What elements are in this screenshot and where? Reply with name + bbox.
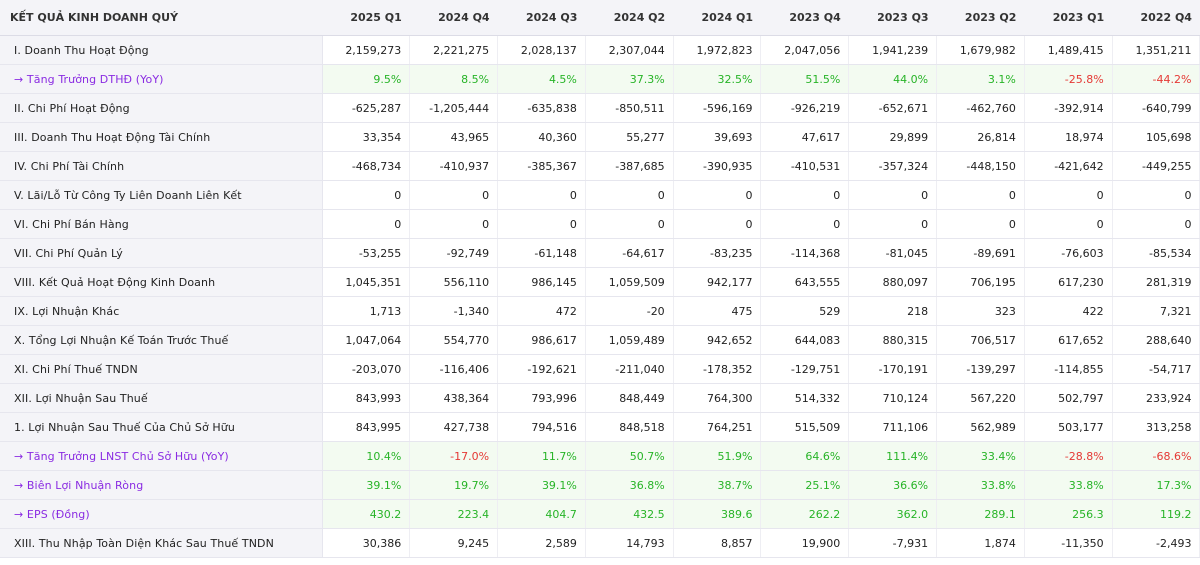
value-cell: 0 xyxy=(1112,181,1200,210)
value-cell: -28.8% xyxy=(1024,442,1112,471)
value-cell: 4.5% xyxy=(498,65,586,94)
value-cell: 44.0% xyxy=(849,65,937,94)
value-cell: 64.6% xyxy=(761,442,849,471)
row-label: → Biên Lợi Nhuận Ròng xyxy=(0,471,322,500)
value-cell: 19.7% xyxy=(410,471,498,500)
value-cell: 8,857 xyxy=(673,529,761,558)
metric-row xyxy=(0,471,1200,500)
value-cell: -448,150 xyxy=(937,152,1025,181)
value-cell: -1,205,444 xyxy=(410,94,498,123)
row-label: XII. Lợi Nhuận Sau Thuế xyxy=(0,384,322,413)
table-row xyxy=(0,94,1200,123)
value-cell: 475 xyxy=(673,297,761,326)
value-cell: 986,145 xyxy=(498,268,586,297)
value-cell: -449,255 xyxy=(1112,152,1200,181)
value-cell: 36.6% xyxy=(849,471,937,500)
value-cell: 281,319 xyxy=(1112,268,1200,297)
value-cell: 843,993 xyxy=(322,384,410,413)
value-cell: -54,717 xyxy=(1112,355,1200,384)
value-cell: 51.5% xyxy=(761,65,849,94)
value-cell: 1,047,064 xyxy=(322,326,410,355)
value-cell: 617,230 xyxy=(1024,268,1112,297)
value-cell: -85,534 xyxy=(1112,239,1200,268)
table-row xyxy=(0,239,1200,268)
table-body xyxy=(0,36,1200,558)
value-cell: -640,799 xyxy=(1112,94,1200,123)
value-cell: 8.5% xyxy=(410,65,498,94)
value-cell: 36.8% xyxy=(585,471,673,500)
value-cell: -83,235 xyxy=(673,239,761,268)
table-row xyxy=(0,36,1200,65)
value-cell: 942,177 xyxy=(673,268,761,297)
value-cell: 0 xyxy=(849,181,937,210)
value-cell: 1,045,351 xyxy=(322,268,410,297)
table-row xyxy=(0,413,1200,442)
value-cell: 0 xyxy=(322,181,410,210)
row-label: V. Lãi/Lỗ Từ Công Ty Liên Doanh Liên Kết xyxy=(0,181,322,210)
value-cell: 843,995 xyxy=(322,413,410,442)
value-cell: -357,324 xyxy=(849,152,937,181)
value-cell: 556,110 xyxy=(410,268,498,297)
row-label: 1. Lợi Nhuận Sau Thuế Của Chủ Sở Hữu xyxy=(0,413,322,442)
value-cell: 0 xyxy=(498,181,586,210)
value-cell: 14,793 xyxy=(585,529,673,558)
value-cell: 706,517 xyxy=(937,326,1025,355)
row-label: VIII. Kết Quả Hoạt Động Kinh Doanh xyxy=(0,268,322,297)
value-cell: -850,511 xyxy=(585,94,673,123)
table-row xyxy=(0,152,1200,181)
value-cell: 29,899 xyxy=(849,123,937,152)
row-label: III. Doanh Thu Hoạt Động Tài Chính xyxy=(0,123,322,152)
row-label: → EPS (Đồng) xyxy=(0,500,322,529)
value-cell: 422 xyxy=(1024,297,1112,326)
value-cell: -625,287 xyxy=(322,94,410,123)
value-cell: -64,617 xyxy=(585,239,673,268)
period-header[interactable]: 2024 Q4 xyxy=(410,0,498,36)
value-cell: 0 xyxy=(322,210,410,239)
header-row xyxy=(0,0,1200,36)
value-cell: -68.6% xyxy=(1112,442,1200,471)
value-cell: 0 xyxy=(410,181,498,210)
value-cell: 9.5% xyxy=(322,65,410,94)
value-cell: 0 xyxy=(673,210,761,239)
value-cell: 223.4 xyxy=(410,500,498,529)
value-cell: 37.3% xyxy=(585,65,673,94)
value-cell: -192,621 xyxy=(498,355,586,384)
table-row xyxy=(0,123,1200,152)
value-cell: 2,307,044 xyxy=(585,36,673,65)
value-cell: 706,195 xyxy=(937,268,1025,297)
value-cell: 43,965 xyxy=(410,123,498,152)
table-title: KẾT QUẢ KINH DOANH QUÝ xyxy=(0,0,322,36)
value-cell: 2,028,137 xyxy=(498,36,586,65)
value-cell: 2,221,275 xyxy=(410,36,498,65)
value-cell: 848,449 xyxy=(585,384,673,413)
row-label: → Tăng Trưởng DTHĐ (YoY) xyxy=(0,65,322,94)
value-cell: 0 xyxy=(498,210,586,239)
value-cell: -211,040 xyxy=(585,355,673,384)
value-cell: 38.7% xyxy=(673,471,761,500)
value-cell: 502,797 xyxy=(1024,384,1112,413)
period-header[interactable]: 2023 Q4 xyxy=(761,0,849,36)
value-cell: 644,083 xyxy=(761,326,849,355)
value-cell: -421,642 xyxy=(1024,152,1112,181)
value-cell: 617,652 xyxy=(1024,326,1112,355)
value-cell: 404.7 xyxy=(498,500,586,529)
value-cell: 430.2 xyxy=(322,500,410,529)
value-cell: -178,352 xyxy=(673,355,761,384)
value-cell: -596,169 xyxy=(673,94,761,123)
value-cell: 0 xyxy=(1024,181,1112,210)
table-row xyxy=(0,355,1200,384)
value-cell: 0 xyxy=(1112,210,1200,239)
period-header[interactable]: 2023 Q3 xyxy=(849,0,937,36)
period-header[interactable]: 2025 Q1 xyxy=(322,0,410,36)
value-cell: 47,617 xyxy=(761,123,849,152)
row-label: II. Chi Phí Hoạt Động xyxy=(0,94,322,123)
value-cell: 323 xyxy=(937,297,1025,326)
value-cell: 50.7% xyxy=(585,442,673,471)
value-cell: 0 xyxy=(410,210,498,239)
value-cell: 0 xyxy=(937,181,1025,210)
period-header[interactable]: 2024 Q3 xyxy=(498,0,586,36)
value-cell: -53,255 xyxy=(322,239,410,268)
value-cell: 10.4% xyxy=(322,442,410,471)
value-cell: -652,671 xyxy=(849,94,937,123)
value-cell: 30,386 xyxy=(322,529,410,558)
row-label: XIII. Thu Nhập Toàn Diện Khác Sau Thuế TNDN xyxy=(0,529,322,558)
value-cell: 262.2 xyxy=(761,500,849,529)
value-cell: 2,159,273 xyxy=(322,36,410,65)
period-header[interactable]: 2024 Q1 xyxy=(673,0,761,36)
value-cell: -76,603 xyxy=(1024,239,1112,268)
value-cell: 1,059,509 xyxy=(585,268,673,297)
value-cell: 39.1% xyxy=(322,471,410,500)
value-cell: 1,351,211 xyxy=(1112,36,1200,65)
value-cell: -392,914 xyxy=(1024,94,1112,123)
value-cell: 2,589 xyxy=(498,529,586,558)
table-row xyxy=(0,529,1200,558)
value-cell: 51.9% xyxy=(673,442,761,471)
value-cell: -170,191 xyxy=(849,355,937,384)
value-cell: 515,509 xyxy=(761,413,849,442)
value-cell: 17.3% xyxy=(1112,471,1200,500)
value-cell: -7,931 xyxy=(849,529,937,558)
value-cell: -926,219 xyxy=(761,94,849,123)
metric-row xyxy=(0,442,1200,471)
value-cell: 7,321 xyxy=(1112,297,1200,326)
value-cell: 427,738 xyxy=(410,413,498,442)
value-cell: 33.8% xyxy=(1024,471,1112,500)
value-cell: -92,749 xyxy=(410,239,498,268)
value-cell: 438,364 xyxy=(410,384,498,413)
period-header[interactable]: 2022 Q4 xyxy=(1112,0,1200,36)
value-cell: 218 xyxy=(849,297,937,326)
table-row xyxy=(0,268,1200,297)
value-cell: 313,258 xyxy=(1112,413,1200,442)
value-cell: -387,685 xyxy=(585,152,673,181)
value-cell: 880,315 xyxy=(849,326,937,355)
value-cell: -61,148 xyxy=(498,239,586,268)
value-cell: 19,900 xyxy=(761,529,849,558)
value-cell: -11,350 xyxy=(1024,529,1112,558)
period-header[interactable]: 2023 Q1 xyxy=(1024,0,1112,36)
value-cell: 2,047,056 xyxy=(761,36,849,65)
value-cell: 793,996 xyxy=(498,384,586,413)
value-cell: 794,516 xyxy=(498,413,586,442)
value-cell: -44.2% xyxy=(1112,65,1200,94)
value-cell: -17.0% xyxy=(410,442,498,471)
value-cell: 0 xyxy=(761,181,849,210)
value-cell: -2,493 xyxy=(1112,529,1200,558)
value-cell: -139,297 xyxy=(937,355,1025,384)
row-label: VI. Chi Phí Bán Hàng xyxy=(0,210,322,239)
value-cell: 33.8% xyxy=(937,471,1025,500)
row-label: X. Tổng Lợi Nhuận Kế Toán Trước Thuế xyxy=(0,326,322,355)
value-cell: -410,937 xyxy=(410,152,498,181)
value-cell: 432.5 xyxy=(585,500,673,529)
value-cell: 942,652 xyxy=(673,326,761,355)
value-cell: 764,251 xyxy=(673,413,761,442)
value-cell: 554,770 xyxy=(410,326,498,355)
value-cell: 55,277 xyxy=(585,123,673,152)
value-cell: -410,531 xyxy=(761,152,849,181)
value-cell: -89,691 xyxy=(937,239,1025,268)
table-row xyxy=(0,297,1200,326)
value-cell: 362.0 xyxy=(849,500,937,529)
value-cell: 39.1% xyxy=(498,471,586,500)
value-cell: 25.1% xyxy=(761,471,849,500)
value-cell: 567,220 xyxy=(937,384,1025,413)
value-cell: 1,489,415 xyxy=(1024,36,1112,65)
value-cell: -114,368 xyxy=(761,239,849,268)
value-cell: 711,106 xyxy=(849,413,937,442)
value-cell: 1,941,239 xyxy=(849,36,937,65)
row-label: I. Doanh Thu Hoạt Động xyxy=(0,36,322,65)
value-cell: 0 xyxy=(937,210,1025,239)
value-cell: -468,734 xyxy=(322,152,410,181)
value-cell: 119.2 xyxy=(1112,500,1200,529)
table-row xyxy=(0,181,1200,210)
value-cell: 1,059,489 xyxy=(585,326,673,355)
value-cell: 880,097 xyxy=(849,268,937,297)
value-cell: 1,874 xyxy=(937,529,1025,558)
value-cell: 0 xyxy=(849,210,937,239)
value-cell: -1,340 xyxy=(410,297,498,326)
value-cell: -462,760 xyxy=(937,94,1025,123)
value-cell: 1,713 xyxy=(322,297,410,326)
value-cell: 0 xyxy=(673,181,761,210)
table-row xyxy=(0,384,1200,413)
value-cell: 503,177 xyxy=(1024,413,1112,442)
value-cell: 40,360 xyxy=(498,123,586,152)
value-cell: 0 xyxy=(585,181,673,210)
value-cell: 105,698 xyxy=(1112,123,1200,152)
value-cell: 288,640 xyxy=(1112,326,1200,355)
value-cell: 0 xyxy=(1024,210,1112,239)
value-cell: -114,855 xyxy=(1024,355,1112,384)
value-cell: 289.1 xyxy=(937,500,1025,529)
value-cell: 1,679,982 xyxy=(937,36,1025,65)
metric-row xyxy=(0,500,1200,529)
metric-row xyxy=(0,65,1200,94)
value-cell: -390,935 xyxy=(673,152,761,181)
value-cell: 514,332 xyxy=(761,384,849,413)
value-cell: 643,555 xyxy=(761,268,849,297)
value-cell: 0 xyxy=(761,210,849,239)
value-cell: -116,406 xyxy=(410,355,498,384)
row-label: IX. Lợi Nhuận Khác xyxy=(0,297,322,326)
value-cell: 18,974 xyxy=(1024,123,1112,152)
row-label: VII. Chi Phí Quản Lý xyxy=(0,239,322,268)
value-cell: 233,924 xyxy=(1112,384,1200,413)
value-cell: 3.1% xyxy=(937,65,1025,94)
period-header[interactable]: 2024 Q2 xyxy=(585,0,673,36)
value-cell: 389.6 xyxy=(673,500,761,529)
value-cell: 764,300 xyxy=(673,384,761,413)
value-cell: 26,814 xyxy=(937,123,1025,152)
value-cell: 848,518 xyxy=(585,413,673,442)
value-cell: 9,245 xyxy=(410,529,498,558)
value-cell: 1,972,823 xyxy=(673,36,761,65)
table-row xyxy=(0,326,1200,355)
value-cell: 986,617 xyxy=(498,326,586,355)
value-cell: 472 xyxy=(498,297,586,326)
value-cell: 562,989 xyxy=(937,413,1025,442)
value-cell: -20 xyxy=(585,297,673,326)
value-cell: 0 xyxy=(585,210,673,239)
row-label: → Tăng Trưởng LNST Chủ Sở Hữu (YoY) xyxy=(0,442,322,471)
value-cell: 33.4% xyxy=(937,442,1025,471)
row-label: IV. Chi Phí Tài Chính xyxy=(0,152,322,181)
value-cell: -129,751 xyxy=(761,355,849,384)
period-header[interactable]: 2023 Q2 xyxy=(937,0,1025,36)
value-cell: 111.4% xyxy=(849,442,937,471)
value-cell: 529 xyxy=(761,297,849,326)
value-cell: 710,124 xyxy=(849,384,937,413)
value-cell: 32.5% xyxy=(673,65,761,94)
table-row xyxy=(0,210,1200,239)
value-cell: 256.3 xyxy=(1024,500,1112,529)
value-cell: -81,045 xyxy=(849,239,937,268)
value-cell: -203,070 xyxy=(322,355,410,384)
value-cell: -635,838 xyxy=(498,94,586,123)
row-label: XI. Chi Phí Thuế TNDN xyxy=(0,355,322,384)
value-cell: -25.8% xyxy=(1024,65,1112,94)
value-cell: 33,354 xyxy=(322,123,410,152)
value-cell: 11.7% xyxy=(498,442,586,471)
value-cell: 39,693 xyxy=(673,123,761,152)
value-cell: -385,367 xyxy=(498,152,586,181)
